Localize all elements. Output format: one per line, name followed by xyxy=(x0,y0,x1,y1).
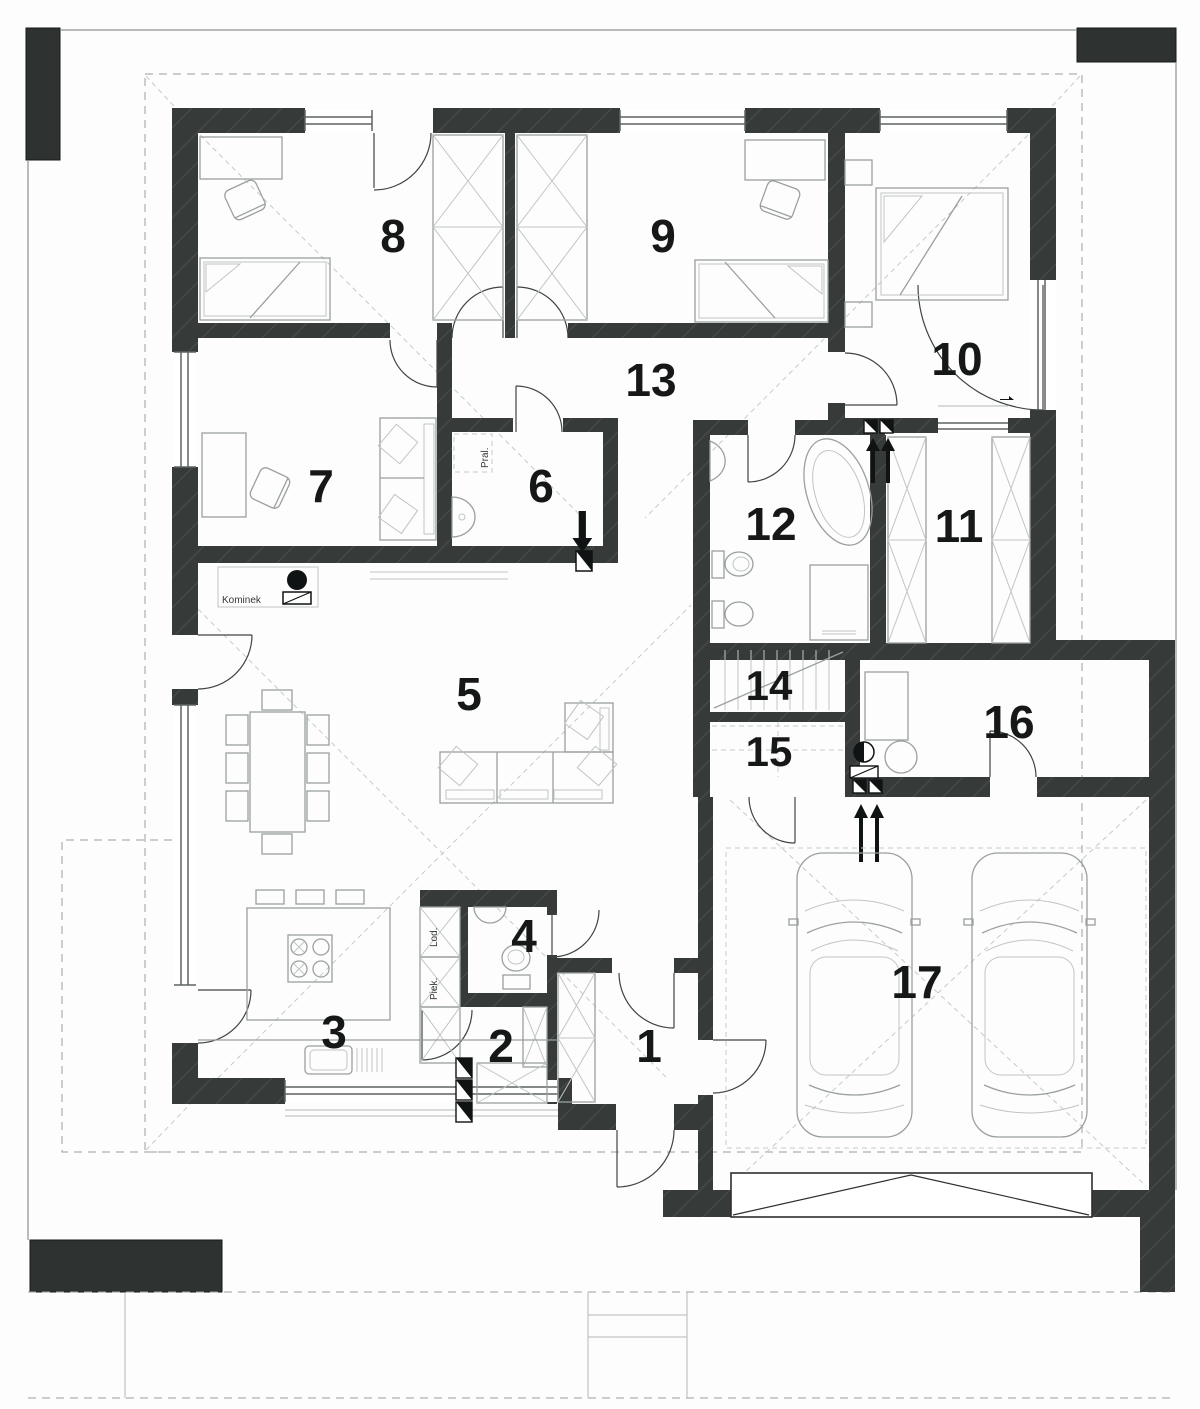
sofa-small xyxy=(378,418,436,540)
oven-label: Piek. xyxy=(429,977,440,1000)
hob xyxy=(288,935,332,982)
room-label-14: 14 xyxy=(745,662,793,709)
room-label-11: 11 xyxy=(934,500,984,552)
boiler-tank xyxy=(885,741,917,773)
desk xyxy=(745,140,825,180)
utility-sink xyxy=(452,497,475,537)
bidet xyxy=(712,601,753,628)
room-label-13: 13 xyxy=(625,354,677,406)
toilet xyxy=(712,551,753,578)
bed-single xyxy=(200,258,330,320)
living-room-furniture xyxy=(218,567,617,854)
washbasin xyxy=(710,441,725,481)
door-room15 xyxy=(749,797,795,843)
fireplace-label: Kominek xyxy=(222,595,261,606)
window-top-3 xyxy=(880,110,1007,131)
drain-icon xyxy=(459,514,465,520)
room10-furniture xyxy=(845,160,1008,327)
door-room6 xyxy=(516,386,562,432)
window-bedroom10 xyxy=(938,396,1014,433)
door-bath12 xyxy=(748,435,795,482)
kitchen-island xyxy=(247,890,390,1020)
door-room9 xyxy=(517,287,568,338)
room8-furniture xyxy=(200,137,330,320)
desk xyxy=(200,137,282,179)
room-label-5: 5 xyxy=(456,668,482,720)
door-room10 xyxy=(845,353,897,405)
door-room8-terrace xyxy=(374,133,431,190)
equipment-cabinet xyxy=(865,672,908,740)
desk-chair xyxy=(248,466,291,510)
room-label-16: 16 xyxy=(983,696,1035,748)
vent-box-icon xyxy=(576,551,592,571)
nightstand xyxy=(845,160,872,185)
room-label-2: 2 xyxy=(488,1020,514,1072)
door-room2 xyxy=(422,1010,472,1060)
bed-double xyxy=(876,188,1008,300)
door-entrance xyxy=(617,1130,674,1187)
desk xyxy=(202,433,246,517)
entry-steps xyxy=(588,1292,687,1398)
window-left-office xyxy=(174,352,196,467)
window-top-2 xyxy=(620,110,745,131)
desk-chair xyxy=(223,178,267,221)
room-label-9: 9 xyxy=(650,210,676,262)
room-label-7: 7 xyxy=(308,460,334,512)
dining-set xyxy=(226,690,329,854)
door-hall-garage xyxy=(713,1040,766,1093)
garage-door xyxy=(731,1173,1092,1217)
shower xyxy=(810,565,868,640)
room-label-12: 12 xyxy=(745,498,797,550)
bath12-fixtures xyxy=(710,430,884,640)
site-wall-bottom-left xyxy=(30,1240,222,1292)
door-room8 xyxy=(452,287,503,338)
room-label-8: 8 xyxy=(380,210,406,262)
window-left-living xyxy=(174,705,196,985)
room-label-3: 3 xyxy=(321,1006,347,1058)
vent-symbols-garage xyxy=(853,780,884,862)
window-top-1 xyxy=(305,110,372,131)
room-label-6: 6 xyxy=(528,460,554,512)
room16-equipment xyxy=(850,672,917,778)
washbasin xyxy=(474,907,506,923)
room-label-10: 10 xyxy=(931,333,983,385)
car xyxy=(964,853,1095,1137)
desk-chair xyxy=(759,179,802,221)
door-wc4 xyxy=(552,910,599,957)
terrace-outline xyxy=(62,840,172,1152)
vent-stack-icons xyxy=(456,1058,472,1122)
room-label-4: 4 xyxy=(511,910,537,962)
door-room7 xyxy=(390,340,437,387)
door-living-terrace-lower xyxy=(198,990,251,1043)
site-pillar-top-right xyxy=(1077,28,1176,62)
room9-furniture xyxy=(695,140,828,322)
room-label-15: 15 xyxy=(745,728,793,775)
washing-machine-label: Pral. xyxy=(480,447,491,468)
room-label-1: 1 xyxy=(636,1020,662,1072)
room-label-17: 17 xyxy=(891,956,943,1008)
site-pillar-top-left xyxy=(26,28,60,160)
shelf-arrow-icon xyxy=(1000,396,1014,400)
bed-single xyxy=(695,260,828,322)
fridge-label: Lod. xyxy=(429,927,440,947)
garage xyxy=(726,848,1146,1217)
door-living-terrace-upper xyxy=(198,635,252,689)
